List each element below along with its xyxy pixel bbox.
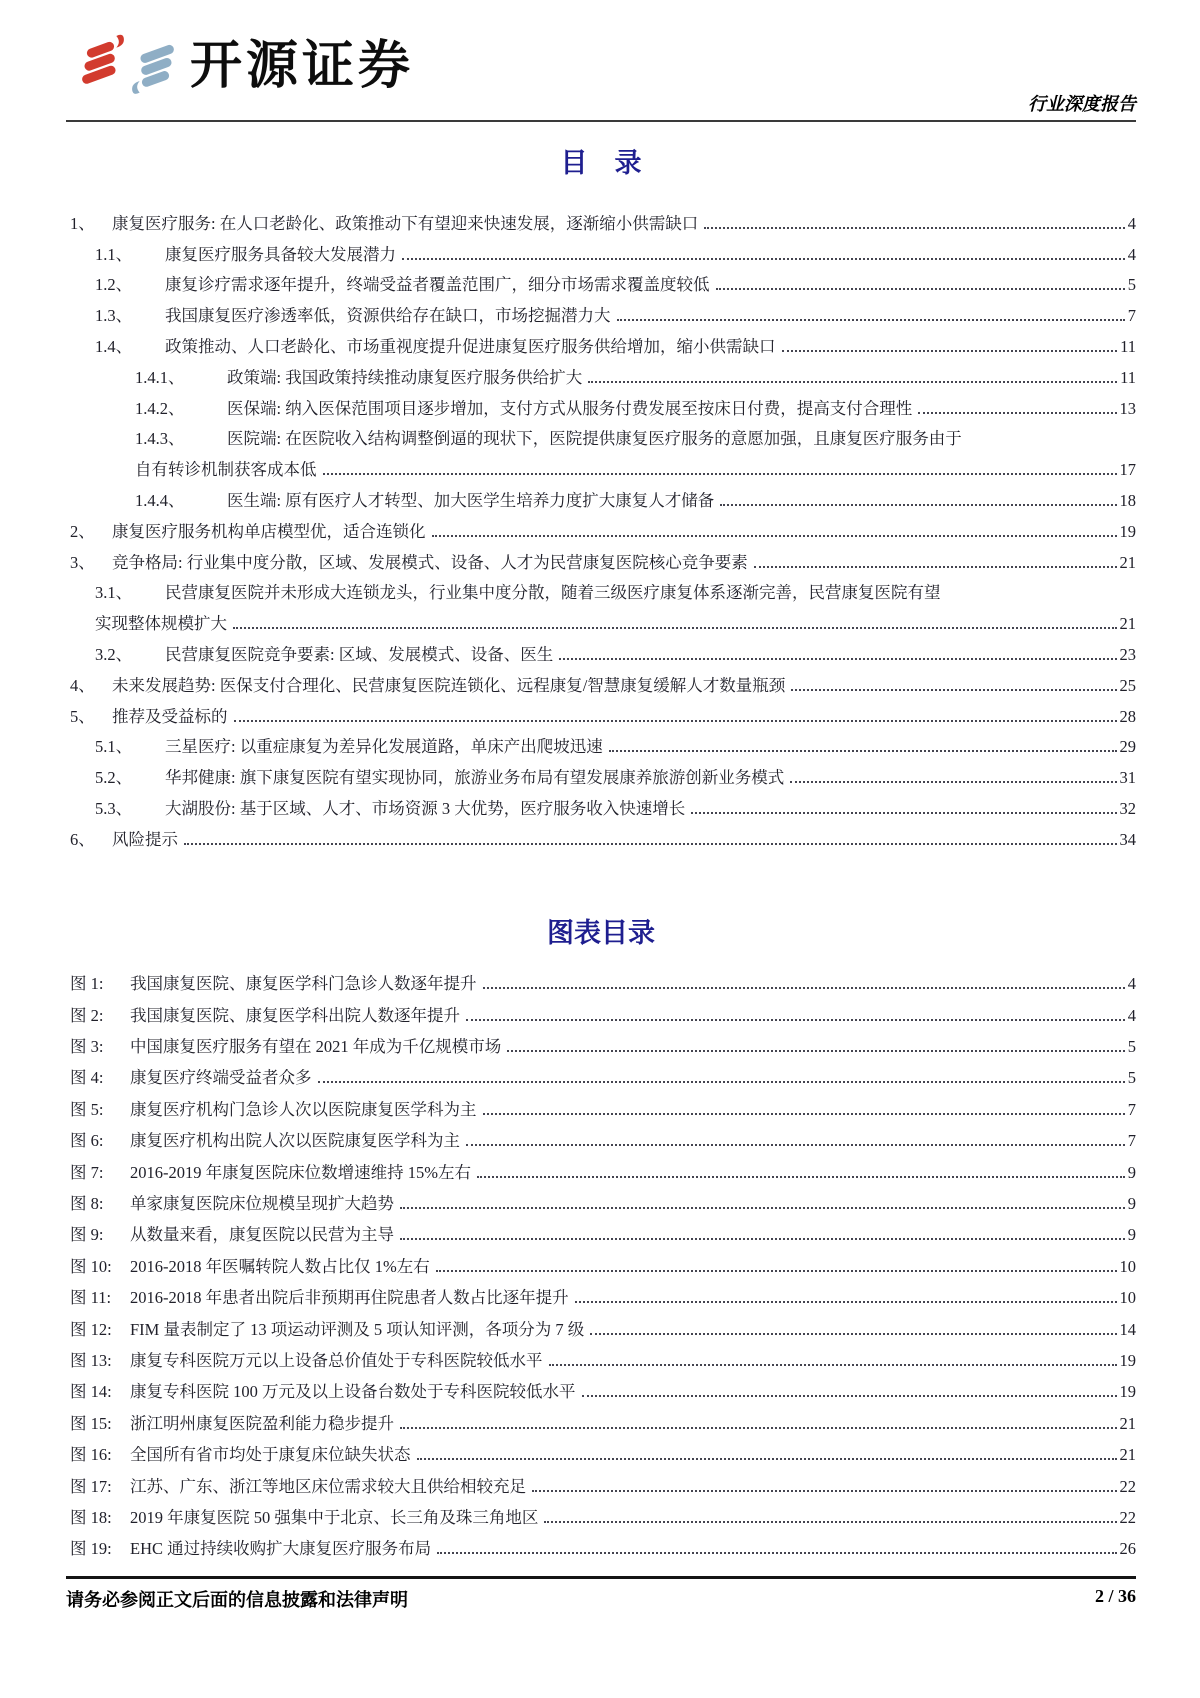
- toc-entry-number: 6、: [70, 829, 95, 849]
- figure-entry[interactable]: [66, 1059, 1136, 1090]
- dot-leader: [483, 987, 1125, 989]
- figures-list: [66, 965, 1136, 1561]
- toc-entry-text: 康复医疗服务具备较大发展潜力: [165, 244, 396, 264]
- figure-entry-text: EHC 通过持续收购扩大康复医疗服务布局: [130, 1539, 432, 1559]
- figure-entry-number: 图 7:: [70, 1162, 104, 1182]
- toc-entry-text: 民营康复医院竞争要素: 区域、发展模式、设备、医生: [165, 645, 554, 665]
- figure-entry-page: 5: [1127, 1037, 1136, 1057]
- figure-entry-page: 7: [1127, 1131, 1136, 1151]
- brand-name: 开源证券: [190, 37, 415, 95]
- toc-entry[interactable]: [66, 267, 1136, 298]
- figure-entry-number: 图 16:: [70, 1445, 112, 1465]
- dot-leader: [549, 1364, 1117, 1366]
- toc-entry[interactable]: [66, 297, 1136, 328]
- toc-entry-page: 25: [1119, 675, 1136, 695]
- figure-entry-page: 9: [1127, 1162, 1136, 1182]
- toc-entry-text: 风险提示: [112, 829, 178, 849]
- toc-entry-text: 华邦健康: 旗下康复医院有望实现协同，旅游业务布局有望发展康养旅游创新业务模式: [165, 768, 785, 788]
- toc-entry-page: 13: [1119, 398, 1136, 418]
- toc-entry-number: 1.4、: [95, 337, 133, 357]
- figure-entry-number: 图 2:: [70, 1005, 104, 1025]
- footer-disclaimer: 请务必参阅正文后面的信息披露和法律声明: [66, 1590, 408, 1610]
- dot-leader: [544, 1521, 1116, 1523]
- toc-entry-number: 4、: [70, 675, 95, 695]
- figure-entry-page: 19: [1119, 1382, 1136, 1402]
- toc-entry-continuation-text: 实现整体规模扩大: [95, 614, 227, 634]
- dot-leader: [720, 504, 1116, 506]
- figure-entry-text: 江苏、广东、浙江等地区床位需求较大且供给相较充足: [130, 1476, 526, 1496]
- toc-entry-text: 康复医疗服务: 在人口老龄化、政策推动下有望迎来快速发展，逐渐缩小供需缺口: [112, 213, 699, 233]
- dot-leader: [437, 1552, 1116, 1554]
- toc-entry-number: 3、: [70, 552, 95, 572]
- dot-leader: [532, 1490, 1117, 1492]
- dot-leader: [691, 812, 1116, 814]
- figure-entry-text: 从数量来看，康复医院以民营为主导: [130, 1225, 394, 1245]
- figure-entry-text: 中国康复医疗服务有望在 2021 年成为千亿规模市场: [130, 1037, 502, 1057]
- dot-leader: [559, 658, 1116, 660]
- figure-entry-number: 图 10:: [70, 1256, 112, 1276]
- figure-entry[interactable]: [66, 1122, 1136, 1153]
- figure-entry[interactable]: [66, 1310, 1136, 1341]
- toc-entry-number: 1.4.1、: [135, 367, 185, 387]
- figure-entry-page: 21: [1119, 1413, 1136, 1433]
- toc-entry-page: 18: [1119, 491, 1136, 511]
- figure-entry-number: 图 17:: [70, 1476, 112, 1496]
- figure-entry-text: 康复专科医院万元以上设备总价值处于专科医院较低水平: [130, 1351, 543, 1370]
- dot-leader: [432, 535, 1117, 537]
- dot-leader: [402, 258, 1125, 260]
- toc-entry-text: 医生端: 原有医疗人才转型、加大医学生培养力度扩大康复人才储备: [227, 491, 715, 511]
- toc-entry-text: 康复医疗服务机构单店模型优，适合连锁化: [112, 521, 426, 541]
- figure-entry-page: 22: [1119, 1507, 1136, 1527]
- dot-leader: [704, 227, 1125, 229]
- figure-entry-number: 图 11:: [70, 1288, 112, 1308]
- toc-entry-page: 31: [1119, 768, 1136, 788]
- figure-entry-text: 2016-2019 年康复医院床位数增速维持 15%左右: [130, 1162, 471, 1182]
- figure-entry-text: 2016-2018 年患者出院后非预期再住院患者人数占比逐年提升: [130, 1288, 569, 1308]
- toc-entry-text: 医保端: 纳入医保范围项目逐步增加，支付方式从服务付费发展至按床日付费，提高支付合理性: [227, 398, 913, 418]
- figure-entry[interactable]: [66, 1373, 1136, 1404]
- toc-entry-continuation-text: 自有转诊机制获客成本低: [135, 460, 317, 480]
- dot-leader: [588, 381, 1117, 383]
- toc-entry[interactable]: [66, 821, 1136, 852]
- figure-entry-number: 图 18:: [70, 1507, 112, 1527]
- toc-entry-number: 1.4.2、: [135, 398, 185, 418]
- toc-list: [66, 205, 1136, 852]
- figure-entry-text: 我国康复医院、康复医学科门急诊人数逐年提升: [130, 974, 477, 994]
- toc-entry-continuation-page: 17: [1119, 460, 1136, 480]
- figure-entry[interactable]: [66, 1499, 1136, 1530]
- toc-entry[interactable]: [66, 328, 1136, 359]
- dot-leader: [575, 1301, 1117, 1303]
- toc-entry-page: 19: [1119, 521, 1136, 541]
- toc-entry-number: 1.4.4、: [135, 491, 185, 511]
- dot-leader: [590, 1333, 1116, 1335]
- dot-leader: [791, 689, 1116, 691]
- toc-entry-number: 1、: [70, 213, 95, 233]
- dot-leader: [754, 566, 1117, 568]
- dot-leader: [716, 288, 1125, 290]
- figure-entry-text: 康复专科医院 100 万元及以上设备台数处于专科医院较低水平: [130, 1382, 576, 1402]
- figure-entry[interactable]: [66, 1216, 1136, 1247]
- toc-entry-text: 大湖股份: 基于区域、人才、市场资源 3 大优势，医疗服务收入快速增长: [165, 799, 686, 819]
- figure-entry-number: 图 6:: [70, 1131, 104, 1151]
- toc-entry[interactable]: [66, 759, 1136, 790]
- figures-title: 图表目录: [547, 917, 655, 948]
- dot-leader: [466, 1144, 1125, 1146]
- figure-entry-page: 7: [1127, 1099, 1136, 1119]
- toc-entry-page: 4: [1127, 244, 1136, 264]
- dot-leader: [400, 1238, 1125, 1240]
- dot-leader: [318, 1081, 1125, 1083]
- toc-entry-page: 11: [1120, 367, 1136, 387]
- figure-entry-text: 单家康复医院床位规模呈现扩大趋势: [130, 1194, 394, 1214]
- figure-entry-number: 图 5:: [70, 1099, 104, 1119]
- toc-entry-page: 34: [1119, 829, 1136, 849]
- figure-entry-page: 21: [1119, 1445, 1136, 1465]
- toc-entry[interactable]: [66, 421, 1136, 452]
- page-footer: [66, 1576, 1136, 1612]
- figure-entry-page: 19: [1119, 1351, 1136, 1370]
- toc-entry-number: 2、: [70, 521, 95, 541]
- figure-entry-page: 10: [1119, 1256, 1136, 1276]
- toc-entry-page: 7: [1127, 306, 1136, 326]
- toc-entry[interactable]: [66, 636, 1136, 667]
- toc-entry-page: 4: [1127, 213, 1136, 233]
- figure-entry[interactable]: [66, 1247, 1136, 1278]
- dot-leader: [609, 750, 1117, 752]
- toc-entry-number: 5.1、: [95, 737, 133, 757]
- figure-entry-page: 14: [1119, 1319, 1136, 1339]
- figure-entry-number: 图 12:: [70, 1319, 112, 1339]
- toc-entry[interactable]: [66, 729, 1136, 760]
- toc-entry[interactable]: [66, 790, 1136, 821]
- figure-entry[interactable]: [66, 1279, 1136, 1310]
- toc-title: 目 录: [560, 148, 642, 178]
- toc-entry-text: 医院端: 在医院收入结构调整倒逼的现状下，医院提供康复医疗服务的意愿加强，且康复医疗服务由于: [227, 429, 962, 449]
- dot-leader: [477, 1176, 1125, 1178]
- toc-entry-continuation[interactable]: [66, 605, 1136, 636]
- figure-entry-number: 图 14:: [70, 1382, 112, 1402]
- dot-leader: [507, 1050, 1125, 1052]
- figure-entry-text: 我国康复医院、康复医学科出院人数逐年提升: [130, 1005, 460, 1025]
- dot-leader: [184, 843, 1117, 845]
- toc-entry-text: 推荐及受益标的: [112, 706, 228, 726]
- dot-leader: [918, 412, 1116, 414]
- figure-entry-page: 10: [1119, 1288, 1136, 1308]
- toc-entry[interactable]: [66, 667, 1136, 698]
- toc-entry-continuation[interactable]: [66, 451, 1136, 482]
- dot-leader: [233, 627, 1117, 629]
- toc-entry-page: 28: [1119, 706, 1136, 726]
- toc-entry-text: 康复诊疗需求逐年提升，终端受益者覆盖范围广，细分市场需求覆盖度较低: [165, 275, 710, 295]
- toc-entry[interactable]: [66, 482, 1136, 513]
- toc-entry-text: 未来发展趋势: 医保支付合理化、民营康复医院连锁化、远程康复/智慧康复缓解人才数量瓶颈: [112, 675, 786, 695]
- figure-entry[interactable]: [66, 1404, 1136, 1435]
- toc-entry-number: 5、: [70, 706, 95, 726]
- toc-entry-number: 1.4.3、: [135, 429, 185, 449]
- toc-entry-page: 5: [1127, 275, 1136, 295]
- dot-leader: [400, 1207, 1125, 1209]
- figure-entry-number: 图 4:: [70, 1068, 104, 1088]
- report-type-label: 行业深度报告: [1028, 94, 1136, 114]
- dot-leader: [466, 1019, 1125, 1021]
- figure-entry-number: 图 1:: [70, 974, 104, 994]
- toc-entry-page: 11: [1120, 337, 1136, 357]
- dot-leader: [323, 473, 1117, 475]
- figure-entry[interactable]: [66, 996, 1136, 1027]
- figure-entry-page: 9: [1127, 1225, 1136, 1245]
- toc-entry[interactable]: [66, 575, 1136, 606]
- dot-leader: [436, 1270, 1117, 1272]
- toc-entry[interactable]: [66, 698, 1136, 729]
- figure-entry[interactable]: [66, 1028, 1136, 1059]
- figure-entry[interactable]: [66, 1530, 1136, 1561]
- brand: [78, 32, 414, 100]
- toc-entry-number: 1.1、: [95, 244, 133, 264]
- page-header: [66, 0, 1136, 122]
- figure-entry-page: 4: [1127, 1005, 1136, 1025]
- figure-entry-page: 26: [1119, 1539, 1136, 1559]
- figure-entry[interactable]: [66, 1436, 1136, 1467]
- figure-entry-text: 2016-2018 年医嘱转院人数占比仅 1%左右: [130, 1256, 430, 1276]
- figure-entry-text: 康复医疗机构门急诊人次以医院康复医学科为主: [130, 1099, 477, 1119]
- toc-entry-page: 21: [1119, 552, 1136, 572]
- figure-entry-page: 9: [1127, 1194, 1136, 1214]
- page-body: [66, 122, 1136, 1561]
- toc-entry[interactable]: [66, 359, 1136, 390]
- figure-entry-text: 浙江明州康复医院盈利能力稳步提升: [130, 1413, 394, 1433]
- toc-entry-page: 23: [1119, 645, 1136, 665]
- toc-entry-number: 5.3、: [95, 799, 133, 819]
- toc-entry-text: 民营康复医院并未形成大连锁龙头，行业集中度分散，随着三级医疗康复体系逐渐完善，民营康复医院有望: [165, 583, 941, 603]
- toc-entry-number: 5.2、: [95, 768, 133, 788]
- toc-entry-continuation-page: 21: [1119, 614, 1136, 634]
- figure-entry-number: 图 13:: [70, 1351, 112, 1370]
- figure-entry-number: 图 15:: [70, 1413, 112, 1433]
- toc-entry-number: 1.2、: [95, 275, 133, 295]
- figure-entry[interactable]: [66, 965, 1136, 996]
- dot-leader: [417, 1458, 1117, 1460]
- toc-entry-page: 29: [1119, 737, 1136, 757]
- toc-entry[interactable]: [66, 205, 1136, 236]
- figure-entry-text: 康复医疗机构出院人次以医院康复医学科为主: [130, 1131, 460, 1151]
- toc-entry-page: 32: [1119, 799, 1136, 819]
- toc-entry-number: 3.1、: [95, 583, 133, 603]
- dot-leader: [790, 781, 1116, 783]
- figure-entry-page: 5: [1127, 1068, 1136, 1088]
- toc-entry-text: 我国康复医疗渗透率低，资源供给存在缺口，市场挖掘潜力大: [165, 306, 611, 326]
- toc-entry-number: 1.3、: [95, 306, 133, 326]
- figure-entry-text: FIM 量表制定了 13 项运动评测及 5 项认知评测，各项分为 7 级: [130, 1319, 585, 1339]
- dot-leader: [582, 1395, 1117, 1397]
- toc-entry-text: 竞争格局: 行业集中度分散，区域、发展模式、设备、人才为民营康复医院核心竞争要素: [112, 552, 748, 572]
- toc-entry[interactable]: [66, 390, 1136, 421]
- figure-entry[interactable]: [66, 1185, 1136, 1216]
- footer-page-number: 2 / 36: [1094, 1586, 1136, 1606]
- figure-entry-text: 全国所有省市均处于康复床位缺失状态: [130, 1445, 411, 1465]
- figure-entry-number: 图 19:: [70, 1539, 112, 1559]
- figure-entry-number: 图 3:: [70, 1037, 104, 1057]
- toc-entry-text: 三星医疗: 以重症康复为差异化发展道路，单床产出爬坡迅速: [165, 737, 603, 757]
- figure-entry[interactable]: [66, 1153, 1136, 1184]
- kaiyuan-logo-icon: [78, 32, 178, 100]
- dot-leader: [234, 720, 1117, 722]
- figure-entry-number: 图 8:: [70, 1194, 104, 1214]
- figure-entry-text: 2019 年康复医院 50 强集中于北京、长三角及珠三角地区: [130, 1507, 539, 1527]
- dot-leader: [782, 350, 1118, 352]
- figure-entry-page: 22: [1119, 1476, 1136, 1496]
- toc-entry-text: 政策推动、人口老龄化、市场重视度提升促进康复医疗服务供给增加，缩小供需缺口: [165, 337, 776, 357]
- figure-entry[interactable]: [66, 1342, 1136, 1373]
- toc-entry-text: 政策端: 我国政策持续推动康复医疗服务供给扩大: [227, 367, 583, 387]
- toc-entry[interactable]: [66, 513, 1136, 544]
- toc-entry-number: 3.2、: [95, 645, 133, 665]
- figure-entry[interactable]: [66, 1090, 1136, 1121]
- dot-leader: [617, 319, 1125, 321]
- figure-entry-text: 康复医疗终端受益者众多: [130, 1068, 312, 1088]
- figure-entry[interactable]: [66, 1467, 1136, 1498]
- dot-leader: [400, 1427, 1117, 1429]
- toc-entry[interactable]: [66, 236, 1136, 267]
- figure-entry-page: 4: [1127, 974, 1136, 994]
- figure-entry-number: 图 9:: [70, 1225, 104, 1245]
- dot-leader: [483, 1113, 1125, 1115]
- toc-entry[interactable]: [66, 544, 1136, 575]
